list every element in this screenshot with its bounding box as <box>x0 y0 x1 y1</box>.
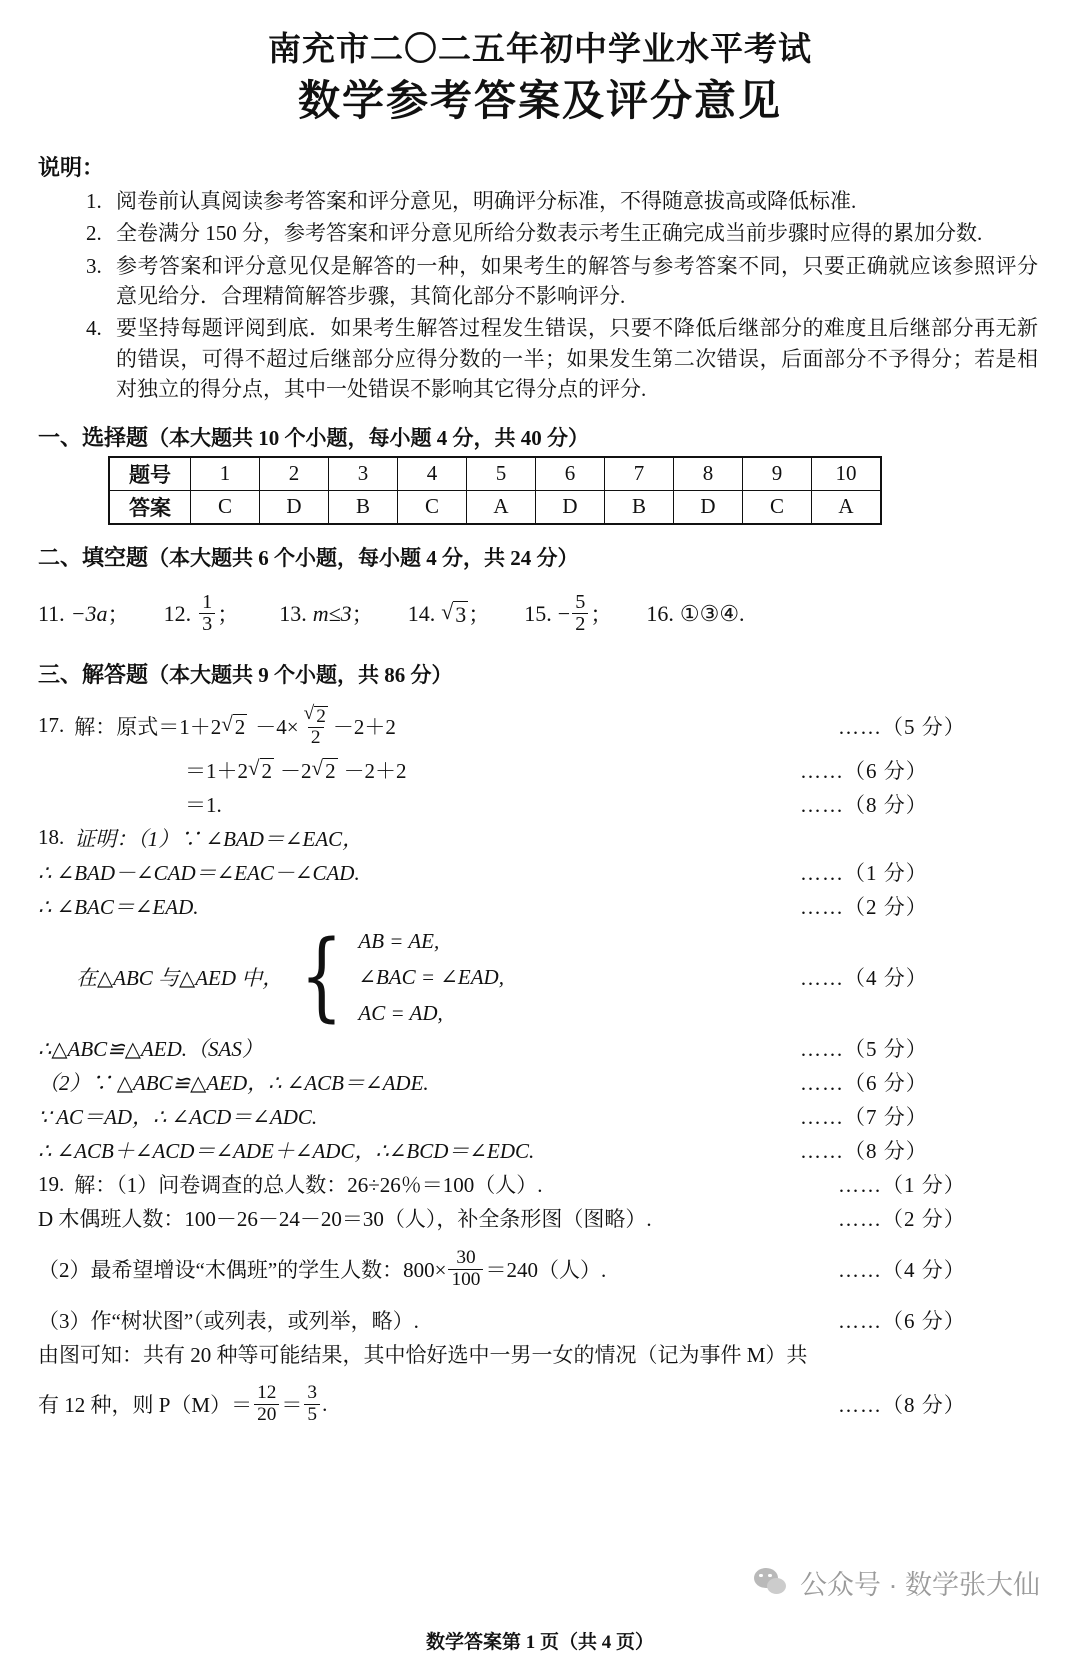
solution-text: 解：原式＝1＋2 <box>74 714 222 739</box>
solution-line-content: ∵ AC＝AD，∴ ∠ACD＝∠ADC. <box>38 1105 318 1130</box>
exam-title: 南充市二〇二五年初中学业水平考试 <box>268 32 812 68</box>
blank-number: 12. <box>163 600 192 626</box>
section-heading-solutions <box>38 658 1080 689</box>
question-number-cell: 7 <box>605 457 674 491</box>
score-annotation: ……（1 分） <box>838 1173 966 1198</box>
solution-line-content: ∴ ∠BAD－∠CAD＝∠EAC－∠CAD. <box>38 860 360 885</box>
solution-text: －2＋2 <box>332 714 396 739</box>
radical-sign: √ <box>311 755 324 780</box>
answer-cell: C <box>191 490 260 524</box>
square-root <box>312 756 338 784</box>
wechat-icon <box>754 1568 788 1598</box>
solution-text: . <box>322 1391 328 1416</box>
question-number-cell: 4 <box>398 457 467 491</box>
fraction-numerator: 5 <box>575 591 586 614</box>
section-sublabel: （本大题共 6 个小题，每小题 4 分，共 24 分） <box>148 545 579 570</box>
fill-blank-item-14 <box>408 598 491 629</box>
instruction-item <box>86 218 1080 248</box>
solution-19-line-3 <box>38 1241 1080 1297</box>
radical-sign: √ <box>441 599 454 625</box>
fraction-numerator: 1 <box>202 591 213 614</box>
circled-option: ④ <box>719 600 740 626</box>
multiple-choice-table <box>108 456 882 525</box>
question-label: 18. <box>38 825 65 850</box>
solution-text: －2 <box>280 758 312 783</box>
solution-text: －2＋2 <box>343 758 407 783</box>
radicand: 2 <box>234 714 246 739</box>
radicand: 2 <box>325 758 336 783</box>
instruction-number: 3. <box>86 253 102 278</box>
solution-text: ＝ <box>281 1393 303 1418</box>
solution-line-content <box>38 1383 327 1425</box>
row-header-answer: 答案 <box>109 490 191 524</box>
solution-18-line-1 <box>38 821 1080 855</box>
instruction-text: 阅卷前认真阅读参考答案和评分意见，明确评分标准，不得随意拔高或降低标准. <box>116 188 857 213</box>
blank-separator: ； <box>590 602 613 628</box>
condition-line: ∠BAC = ∠EAD, <box>358 964 504 989</box>
table-row <box>109 490 881 524</box>
radicand: 2 <box>261 758 273 783</box>
answer-cell: D <box>260 490 329 524</box>
radical-sign: √ <box>303 702 315 724</box>
score-annotation: ……（2 分） <box>838 1207 966 1232</box>
fraction-denominator: 100 <box>448 1269 483 1290</box>
score-annotation: ……（8 分） <box>800 792 928 817</box>
solution-text: 解：（1）问卷调查的总人数：26÷26％＝100（人）. <box>74 1173 543 1198</box>
solution-18-line-3 <box>38 889 1080 923</box>
score-annotation: ……（2 分） <box>800 894 928 919</box>
fraction <box>448 1248 483 1290</box>
score-annotation: ……（8 分） <box>800 1139 928 1164</box>
solution-line-content: ∴ ∠ACB＋∠ACD＝∠ADE＋∠ADC，∴∠BCD＝∠EDC. <box>38 1139 535 1164</box>
page-footer: 数学答案第 1 页（共 4 页） <box>425 1632 654 1653</box>
blank-number: 14. <box>407 600 436 626</box>
solution-18-congruence-system <box>38 920 1080 1033</box>
instruction-number: 2. <box>86 221 102 246</box>
circled-option: ① <box>679 600 700 626</box>
score-annotation: ……（4 分） <box>838 1258 966 1283</box>
instruction-item <box>86 186 1080 216</box>
system-conditions <box>358 923 504 1031</box>
negative-sign: − <box>557 600 571 626</box>
solution-text: －4× <box>255 714 299 739</box>
solution-19-line-6 <box>38 1375 1080 1433</box>
solution-19-line-5 <box>38 1337 1080 1371</box>
answer-cell: D <box>674 490 743 524</box>
blank-separator: ； <box>107 602 130 628</box>
blank-number: 11. <box>38 600 65 626</box>
section-label: 三、解答题 <box>38 661 149 687</box>
fill-blank-answers-row <box>38 586 1080 642</box>
solution-text: ＝1. <box>185 792 222 817</box>
fill-blank-item-15 <box>524 592 612 635</box>
solution-18-line-2 <box>38 855 1080 889</box>
section-sublabel: （本大题共 10 个小题，每小题 4 分，共 40 分） <box>148 425 590 450</box>
blank-separator: ； <box>351 602 374 628</box>
score-annotation: ……（1 分） <box>800 860 928 885</box>
score-annotation: ……（6 分） <box>800 758 928 783</box>
solution-line-content <box>185 755 407 785</box>
blank-separator: ； <box>468 602 491 628</box>
instruction-item <box>86 251 1080 312</box>
question-number-cell: 3 <box>329 457 398 491</box>
question-number-cell: 2 <box>260 457 329 491</box>
radical-sign: √ <box>221 711 233 736</box>
question-number-cell: 8 <box>674 457 743 491</box>
fill-blank-item-11 <box>38 598 130 629</box>
answer-cell: B <box>329 490 398 524</box>
solution-17-line-1 <box>38 699 1080 753</box>
fraction <box>199 592 215 635</box>
square-root <box>221 712 247 740</box>
answer-cell: C <box>398 490 467 524</box>
question-label: 19. <box>38 1171 65 1196</box>
score-annotation: ……（5 分） <box>838 714 966 739</box>
instruction-text: 全卷满分 150 分，参考答案和评分意见所给分数表示考生正确完成当前步骤时应得的累加分数. <box>116 221 983 246</box>
fraction-denominator: 2 <box>308 727 324 748</box>
score-annotation: ……（4 分） <box>800 965 928 990</box>
solution-19-line-2 <box>38 1201 1080 1235</box>
answer-cell: A <box>467 490 536 524</box>
answer-cell: B <box>605 490 674 524</box>
fill-blank-item-13 <box>279 598 373 629</box>
answer-cell: D <box>536 490 605 524</box>
solution-text: 有 12 种，则 P（M）＝ <box>38 1393 253 1418</box>
solution-18-line-7 <box>38 1133 1080 1167</box>
multiple-choice-table-wrapper <box>108 456 1080 525</box>
solution-line-content: D 木偶班人数：100－26－24－20＝30（人），补全条形图（图略）. <box>38 1207 652 1232</box>
solution-text: 证明：（1）∵ ∠BAD＝∠EAC， <box>74 826 364 851</box>
score-annotation: ……（6 分） <box>800 1071 928 1096</box>
score-annotation: ……（8 分） <box>838 1393 966 1418</box>
left-brace-icon: { <box>300 920 344 1033</box>
solution-18-line-6 <box>38 1099 1080 1133</box>
score-annotation: ……（7 分） <box>800 1105 928 1130</box>
section-heading-multiple-choice <box>38 421 1080 452</box>
blank-value: m≤3 <box>312 600 352 626</box>
blank-number: 16. <box>646 600 674 626</box>
question-number-cell: 9 <box>743 457 812 491</box>
fraction <box>572 592 588 635</box>
score-annotation: ……（6 分） <box>838 1309 966 1334</box>
solution-line-content: 由图可知：共有 20 种等可能结果，其中恰好选中一男一女的情况（记为事件 M）共 <box>38 1343 808 1368</box>
solution-19-line-4 <box>38 1303 1080 1337</box>
fraction-numerator <box>301 704 331 727</box>
solution-19-line-1 <box>38 1167 1080 1201</box>
circled-option: ③ <box>699 600 720 626</box>
radical-sign: √ <box>248 755 260 780</box>
solution-line-content: ∴△ABC≌△AED.（SAS） <box>38 1037 263 1062</box>
fraction-denominator: 3 <box>199 613 215 635</box>
solution-text: （2）最希望增设“木偶班”的学生人数：800× <box>38 1258 447 1283</box>
fraction-denominator: 20 <box>254 1404 279 1425</box>
section-heading-fill-blank <box>38 541 1080 572</box>
solution-17-line-3 <box>185 787 1080 821</box>
solution-18-line-4 <box>38 1031 1080 1065</box>
solution-line-content: （2）∵ △ABC≌△AED，∴ ∠ACB＝∠ADE. <box>38 1071 429 1096</box>
solution-line-content <box>185 789 222 819</box>
solution-text: ＝240（人）. <box>485 1258 607 1283</box>
score-annotation: ……（5 分） <box>800 1037 928 1062</box>
page-title <box>0 0 1080 130</box>
subject-title: 数学参考答案及评分意见 <box>297 79 782 126</box>
condition-line: AB = AE, <box>358 928 440 953</box>
solution-text: ＝1＋2 <box>185 758 248 783</box>
fraction-denominator: 2 <box>572 613 588 635</box>
section-label: 一、选择题 <box>38 424 149 450</box>
solution-18-line-5 <box>38 1065 1080 1099</box>
fraction <box>254 1383 279 1425</box>
answer-cell: C <box>743 490 812 524</box>
solution-line-content <box>38 1248 606 1290</box>
blank-number: 13. <box>279 600 307 626</box>
instruction-number: 1. <box>86 188 102 213</box>
blank-value: −3a <box>70 600 108 626</box>
blank-number: 15. <box>524 600 552 626</box>
fill-blank-item-16 <box>646 601 744 627</box>
question-label: 17. <box>38 713 65 738</box>
system-label: 在△ABC 与△AED 中， <box>76 965 284 990</box>
instruction-text: 参考答案和评分意见仅是解答的一种，如果考生的解答与参考答案不同，只要正确就应该参照评分意见给分．合理精简解答步骤，其简化部分不影响评分. <box>116 253 1038 309</box>
row-header-question-number: 题号 <box>109 457 191 491</box>
radicand: 3 <box>455 602 467 628</box>
section-label: 二、填空题 <box>38 544 149 570</box>
instruction-number: 4. <box>86 316 102 341</box>
fraction-numerator: 30 <box>456 1247 476 1269</box>
blank-separator: ； <box>217 602 240 628</box>
fraction <box>301 704 331 749</box>
fraction-denominator: 5 <box>304 1404 320 1425</box>
solution-line-content <box>38 704 396 749</box>
fraction-numerator: 12 <box>257 1382 277 1404</box>
answer-cell: A <box>812 490 882 524</box>
watermark <box>754 1563 1040 1602</box>
radicand: 2 <box>316 705 326 727</box>
instructions-block <box>38 152 1080 405</box>
question-number-cell: 10 <box>812 457 882 491</box>
square-root <box>304 704 328 727</box>
solution-line-content <box>38 823 363 853</box>
blank-separator: . <box>739 600 745 626</box>
instruction-item <box>86 313 1080 404</box>
solution-line-content: ∴ ∠BAC＝∠EAD. <box>38 894 199 919</box>
table-row <box>109 457 881 491</box>
square-root <box>441 599 468 628</box>
question-number-cell: 6 <box>536 457 605 491</box>
fraction-numerator: 3 <box>307 1382 318 1404</box>
watermark-text: 公众号 · 数学张大仙 <box>800 1570 1040 1600</box>
solution-17-line-2 <box>185 753 1080 787</box>
solution-line-content <box>38 1169 543 1199</box>
instructions-heading: 说明： <box>38 154 105 180</box>
fraction <box>304 1383 320 1425</box>
fill-blank-item-12 <box>164 592 240 635</box>
square-root <box>248 756 274 784</box>
question-number-cell: 1 <box>191 457 260 491</box>
instruction-text: 要坚持每题评阅到底．如果考生解答过程发生错误，只要不降低后继部分的难度且后继部分再无新的错误，可得不超过后继部分应得分数的一半；如果发生第二次错误，后面部分不予得分；若是相对独立的得分点，其中一处错误不影响其它得分点的评分. <box>116 316 1038 402</box>
solution-line-content: （3）作“树状图”（或列表，或列举，略）. <box>38 1309 419 1334</box>
question-number-cell: 5 <box>467 457 536 491</box>
section-sublabel: （本大题共 9 个小题，共 86 分） <box>148 662 453 687</box>
condition-line: AC = AD, <box>358 1001 443 1026</box>
